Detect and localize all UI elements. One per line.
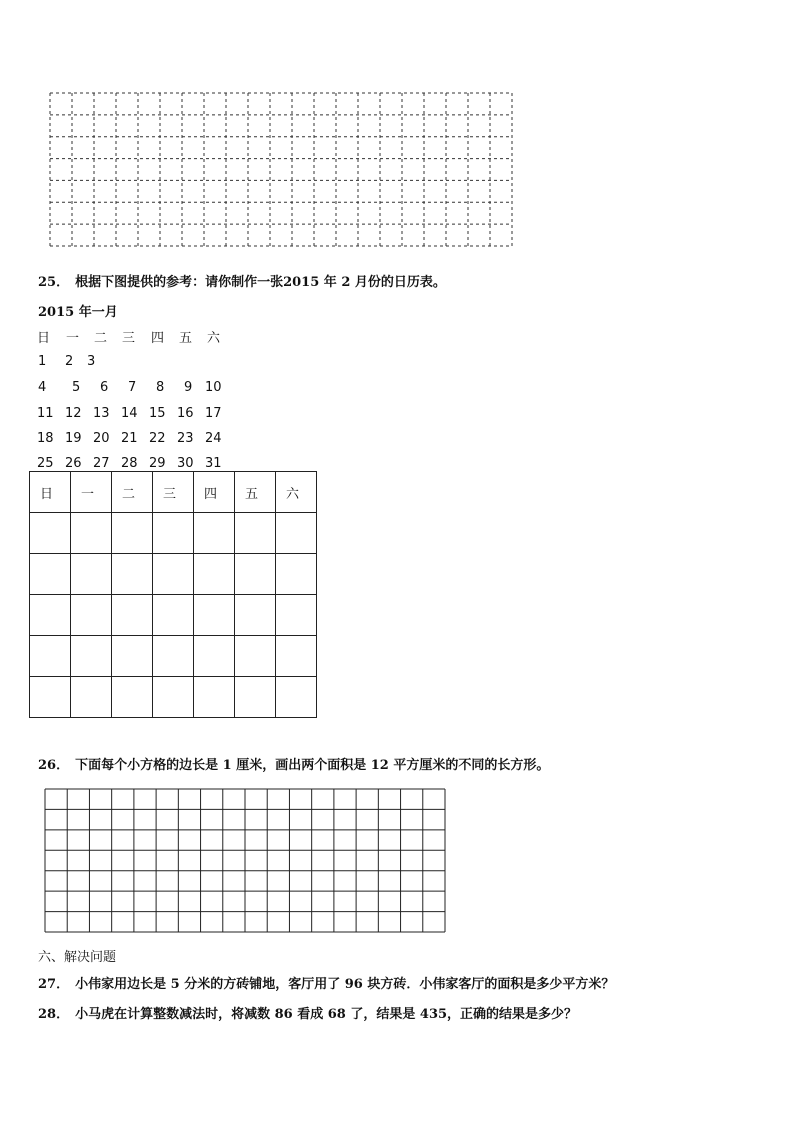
- calendar-cell: [194, 513, 235, 554]
- calendar-cell: [112, 677, 153, 718]
- calendar-day: 3: [87, 354, 96, 369]
- calendar-empty-row: [30, 554, 317, 595]
- question-number: 25．: [38, 275, 70, 290]
- calendar-cell: [71, 595, 112, 636]
- calendar-day: 6: [100, 380, 109, 395]
- calendar-day: 13: [93, 406, 110, 421]
- calendar-cell: [71, 677, 112, 718]
- calendar-cell: [194, 636, 235, 677]
- question-text: 下面每个小方格的边长是 1 厘米，画出两个面积是 12 平方厘米的不同的长方形。: [75, 758, 550, 773]
- calendar-day: 15: [149, 406, 166, 421]
- calendar-cell: [30, 554, 71, 595]
- calendar-day: 16: [177, 406, 194, 421]
- calendar-header-cell: 二: [112, 472, 153, 513]
- calendar-day: 26: [65, 456, 82, 471]
- question-number: 27．: [38, 977, 70, 992]
- weekday-label: 一: [66, 331, 80, 346]
- question-27: [38, 973, 614, 992]
- calendar-cell: [235, 636, 276, 677]
- calendar-header-cell: 一: [71, 472, 112, 513]
- calendar-day: 19: [65, 431, 82, 446]
- calendar-empty-row: [30, 677, 317, 718]
- calendar-cell: [71, 513, 112, 554]
- calendar-day: 20: [93, 431, 110, 446]
- calendar-cell: [276, 554, 317, 595]
- weekday-label: 六: [207, 331, 221, 346]
- calendar-day: 7: [128, 380, 137, 395]
- calendar-cell: [71, 554, 112, 595]
- calendar-day: 14: [121, 406, 138, 421]
- calendar-cell: [112, 554, 153, 595]
- calendar-cell: [194, 677, 235, 718]
- calendar-day: 12: [65, 406, 82, 421]
- calendar-header-cell: 三: [153, 472, 194, 513]
- calendar-empty-row: [30, 636, 317, 677]
- calendar-day: 28: [121, 456, 138, 471]
- calendar-cell: [276, 677, 317, 718]
- question-number: 26．: [38, 758, 70, 773]
- calendar-cell: [235, 677, 276, 718]
- calendar-day: 24: [205, 431, 222, 446]
- calendar-day: 21: [121, 431, 138, 446]
- calendar-empty-row: [30, 513, 317, 554]
- question-28: [38, 1003, 577, 1022]
- calendar-cell: [30, 513, 71, 554]
- calendar-day: 4: [38, 380, 47, 395]
- calendar-cell: [194, 595, 235, 636]
- question-text: 小马虎在计算整数减法时，将减数 86 看成 68 了，结果是 435，正确的结果是多少？: [75, 1007, 578, 1022]
- calendar-day: 29: [149, 456, 166, 471]
- weekday-label: 日: [37, 331, 51, 346]
- calendar-day: 10: [205, 380, 222, 395]
- blank-calendar-table: [29, 471, 317, 718]
- calendar-cell: [30, 677, 71, 718]
- reference-calendar-title: 2015 年一月: [38, 305, 118, 320]
- calendar-cell: [153, 595, 194, 636]
- calendar-empty-row: [30, 595, 317, 636]
- calendar-header-cell: 四: [194, 472, 235, 513]
- calendar-day: 17: [205, 406, 222, 421]
- question-26: [38, 754, 549, 773]
- calendar-cell: [71, 636, 112, 677]
- calendar-cell: [153, 554, 194, 595]
- calendar-header-cell: 五: [235, 472, 276, 513]
- weekday-label: 五: [179, 331, 193, 346]
- weekday-label: 二: [94, 331, 108, 346]
- calendar-cell: [30, 595, 71, 636]
- calendar-day: 5: [72, 380, 81, 395]
- calendar-header-cell: 日: [30, 472, 71, 513]
- calendar-day: 9: [184, 380, 193, 395]
- calendar-cell: [153, 513, 194, 554]
- calendar-cell: [153, 677, 194, 718]
- calendar-day: 25: [37, 456, 54, 471]
- question-text: 根据下图提供的参考：请你制作一张2015 年 2 月份的日历表。: [75, 275, 446, 290]
- calendar-header-cell: 六: [276, 472, 317, 513]
- calendar-cell: [276, 513, 317, 554]
- calendar-day: 8: [156, 380, 165, 395]
- calendar-cell: [30, 636, 71, 677]
- calendar-day: 31: [205, 456, 222, 471]
- calendar-cell: [194, 554, 235, 595]
- calendar-day: 30: [177, 456, 194, 471]
- calendar-day: 27: [93, 456, 110, 471]
- question-text: 小伟家用边长是 5 分米的方砖铺地，客厅用了 96 块方砖．小伟家客厅的面积是多少平方米？: [75, 977, 615, 992]
- calendar-day: 22: [149, 431, 166, 446]
- calendar-day: 18: [37, 431, 54, 446]
- section-heading: 六、解决问题: [38, 950, 117, 965]
- question-25: [38, 271, 446, 290]
- calendar-cell: [276, 595, 317, 636]
- calendar-cell: [235, 513, 276, 554]
- calendar-cell: [235, 595, 276, 636]
- calendar-cell: [112, 636, 153, 677]
- calendar-cell: [235, 554, 276, 595]
- weekday-label: 四: [151, 331, 165, 346]
- calendar-header-row: [30, 472, 317, 513]
- calendar-day: 23: [177, 431, 194, 446]
- calendar-cell: [112, 513, 153, 554]
- calendar-cell: [112, 595, 153, 636]
- calendar-cell: [276, 636, 317, 677]
- calendar-cell: [153, 636, 194, 677]
- question-number: 28．: [38, 1007, 70, 1022]
- calendar-day: 2: [65, 354, 74, 369]
- calendar-day: 11: [37, 406, 54, 421]
- square-grid: [0, 780, 794, 940]
- calendar-day: 1: [38, 354, 47, 369]
- weekday-label: 三: [122, 331, 136, 346]
- dashed-writing-grid: [0, 0, 794, 260]
